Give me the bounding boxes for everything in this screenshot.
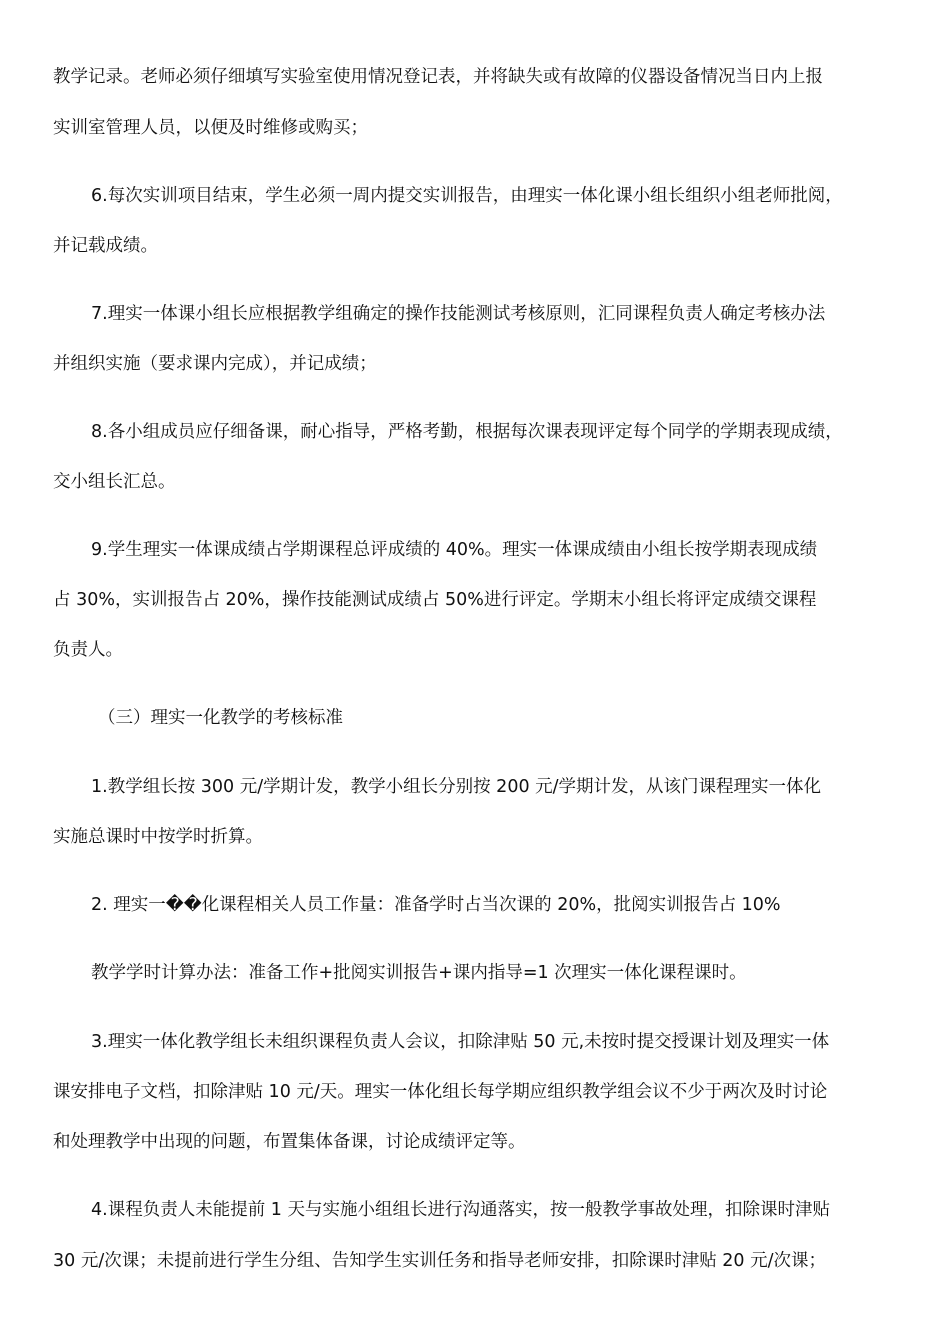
paragraph-7-line-1: 7.理实一体课小组长应根据教学组确定的操作技能测试考核原则，汇同课程负责人确定考核办法 [91, 304, 826, 324]
paragraph-6-line-2: 并记载成绩。 [53, 236, 158, 256]
item-3-line-3: 和处理教学中出现的问题，布置集体备课，讨论成绩评定等。 [53, 1132, 526, 1152]
item-4-line-1: 4.课程负责人未能提前 1 天与实施小组组长进行沟通落实，按一般教学事故处理，扣除课时津贴 [91, 1200, 830, 1220]
item-1-line-2: 实施总课时中按学时折算。 [53, 827, 263, 847]
paragraph-7-line-2: 并组织实施（要求课内完成），并记成绩； [53, 354, 377, 374]
item-3-line-1: 3.理实一体化教学组长未组织课程负责人会议，扣除津贴 50 元,未按时提交授课计划及理实一体 [91, 1032, 830, 1052]
paragraph-8-line-1: 8.各小组成员应仔细备课，耐心指导，严格考勤，根据每次课表现评定每个同学的学期表现成绩， [91, 422, 843, 442]
paragraph-8-line-2: 交小组长汇总。 [53, 472, 176, 492]
paragraph-9-line-2: 占 30%，实训报告占 20%，操作技能测试成绩占 50%进行评定。学期末小组长将评定成绩交课程 [53, 590, 817, 610]
paragraph-6-line-1: 6.每次实训项目结束，学生必须一周内提交实训报告，由理实一体化课小组长组织小组老师批阅， [91, 186, 843, 206]
item-2-line-1: 2. 理实一��化课程相关人员工作量：准备学时占当次课的 20%，批阅实训报告占 10% [91, 895, 781, 915]
item-2-line-2: 教学学时计算办法：准备工作+批阅实训报告+课内指导=1 次理实一体化课程课时。 [91, 963, 747, 983]
item-4-line-2: 30 元/次课；未提前进行学生分组、告知学生实训任务和指导老师安排，扣除课时津贴 20 元/次课； [53, 1251, 827, 1271]
paragraph-9-line-3: 负责人。 [53, 640, 123, 660]
section-heading: （三）理实一化教学的考核标准 [98, 708, 343, 728]
text-line: 实训室管理人员，以便及时维修或购买； [53, 118, 368, 138]
item-3-line-2: 课安排电子文档，扣除津贴 10 元/天。理实一体化组长每学期应组织教学组会议不少于两次及时讨论 [53, 1082, 828, 1102]
item-1-line-1: 1.教学组长按 300 元/学期计发，教学小组长分别按 200 元/学期计发，从该门课程理实一体化 [91, 777, 822, 797]
paragraph-9-line-1: 9.学生理实一体课成绩占学期课程总评成绩的 40%。理实一体课成绩由小组长按学期表现成绩 [91, 540, 818, 560]
text-line: 教学记录。老师必须仔细填写实验室使用情况登记表，并将缺失或有故障的仪器设备情况当日内上报 [53, 67, 823, 87]
